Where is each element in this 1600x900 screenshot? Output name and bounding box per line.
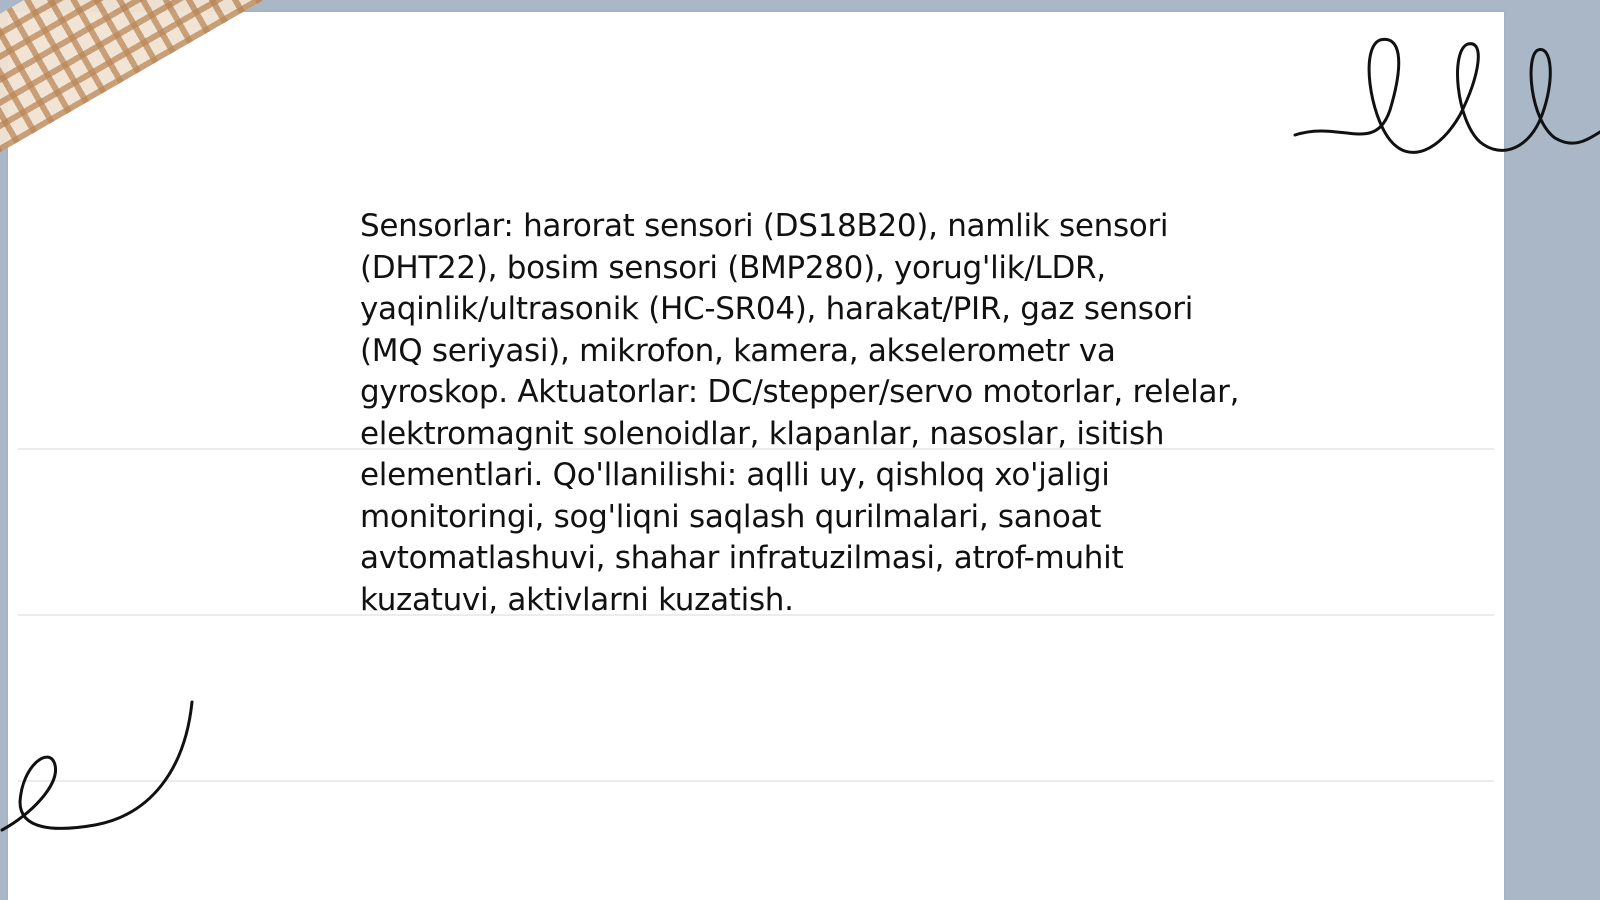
swirl-icon: [0, 690, 200, 850]
ruled-line: [18, 780, 1494, 782]
loop-squiggle-icon: [1280, 20, 1600, 170]
body-text: Sensorlar: harorat sensori (DS18B20), namlik sensori (DHT22), bosim sensori (BMP280), yorug'lik/LDR, yaqinlik/ultrasonik (HC-SR04), harakat/PIR, gaz sensori (MQ seriyasi), mikrofon, kamera, akselerometr va gyroskop. Aktuatorlar: DC/stepper/servo motorlar, relelar, elektromagnit solenoidlar, klapanlar, nasoslar, isitish elementlari. Qo'llanilishi: aqlli uy, qishloq xo'jaligi monitoringi, sog'liqni saqlash qurilmalari, sanoat avtomatlashuvi, shahar infratuzilmasi, atrof-muhit kuzatuvi, aktivlarni kuzatish.: [360, 208, 1240, 618]
